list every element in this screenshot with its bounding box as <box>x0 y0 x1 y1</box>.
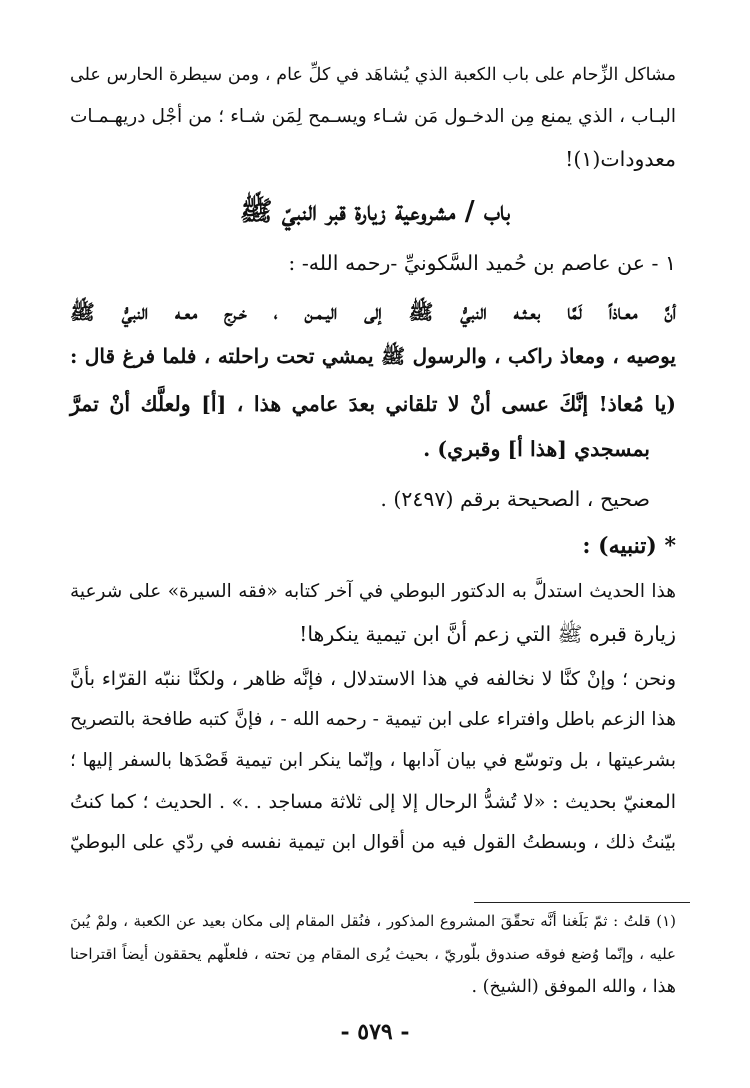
grading-line: صحيح ، الصحيحة برقم (٢٤٩٧) . <box>380 487 650 511</box>
text-line: بيّنتُ ذلك ، وبسطتُ القول فيه من أقوال ابن تيمية نفسه في ردّي على البوطيّ <box>70 832 676 853</box>
section-heading: باب / مشروعية زيارة قبر النبيّ ﷺ <box>239 196 511 227</box>
hadith-line: أنَّ معـاذاً لَمَّا بعـثـه النبيُّ ﷺ إلى اليـمـن ، خـرج معـه النبيُّ ﷺ <box>70 300 676 324</box>
page-number: - ٥٧٩ - <box>340 1019 410 1045</box>
note-heading: * (تنبيه) : <box>582 533 676 559</box>
hadith-line: يوصيه ، ومعاذ راكب ، والرسول ﷺ يمشي تحت راحلته ، فلما فرغ قال : <box>70 344 676 368</box>
footnote-line: عليه ، وإنّما وُضع فوقه صندوق بلّوريّ ، بحيث يُرى المقام مِن تحته ، فلعلّهم يحققون أيضاً اقتراحنا <box>70 945 676 963</box>
text-line: المعنيّ بحديث : «لا تُشدُّ الرحال إلا إلى ثلاثة مساجد . .» . الحديث ؛ كما كنتُ <box>70 791 676 813</box>
text-line: هذا الحديث استدلَّ به الدكتور البوطي في آخر كتابه «فقه السيرة» على شرعية <box>70 581 676 602</box>
text-line: زيارة قبره ﷺ التي زعم أنَّ ابن تيمية ينكرها! <box>299 622 676 646</box>
text-line: هذا الزعم باطل وافتراء على ابن تيمية - رحمه الله - ، فإنَّ كتبه طافحة بالتصريح <box>70 709 676 730</box>
text-line: ونحن ؛ وإنْ كنَّا لا نخالفه في هذا الاستدلال ، فإنَّه ظاهر ، ولكنَّا ننبّه القرّاء بأنَّ <box>70 668 676 690</box>
text-line: بشرعيتها ، بل وتوسّع في بيان آدابها ، وإنّما ينكر ابن تيمية قَصْدَها بالسفر إليها ؛ <box>70 750 677 771</box>
footnote-divider <box>474 902 690 903</box>
text-line: البـاب ، الذي يمنع مِن الدخـول مَن شـاء ويسـمح لِمَن شـاء ؛ من أجْل دريهـمـات <box>70 106 676 127</box>
text-line: معدودات(١)! <box>565 147 676 171</box>
hadith-line: بمسجدي [هذا أ] وقبري) . <box>423 437 650 461</box>
narration-line: ١ - عن عاصم بن حُميد السَّكونيِّ -رحمه الله- : <box>288 251 676 275</box>
text-line: مشاكل الزِّحام على باب الكعبة الذي يُشاهَد في كلِّ عام ، ومن سيطرة الحارس على <box>70 65 676 85</box>
hadith-line: (يا مُعاذ! إنَّكَ عسى أنْ لا تلقاني بعدَ عامي هذا ، [أ] ولعلَّك أنْ تمرَّ <box>70 392 676 416</box>
footnote-line: هذا ، والله الموفق (الشيخ) . <box>471 977 676 997</box>
footnote-line: (١) قلتُ : ثمّ بَلَغنا أنَّه تحقّقَ المشروع المذكور ، فنُقل المقام إلى مكان بعيد عن الكعبة ، ولمْ يُبنَ <box>70 912 676 930</box>
